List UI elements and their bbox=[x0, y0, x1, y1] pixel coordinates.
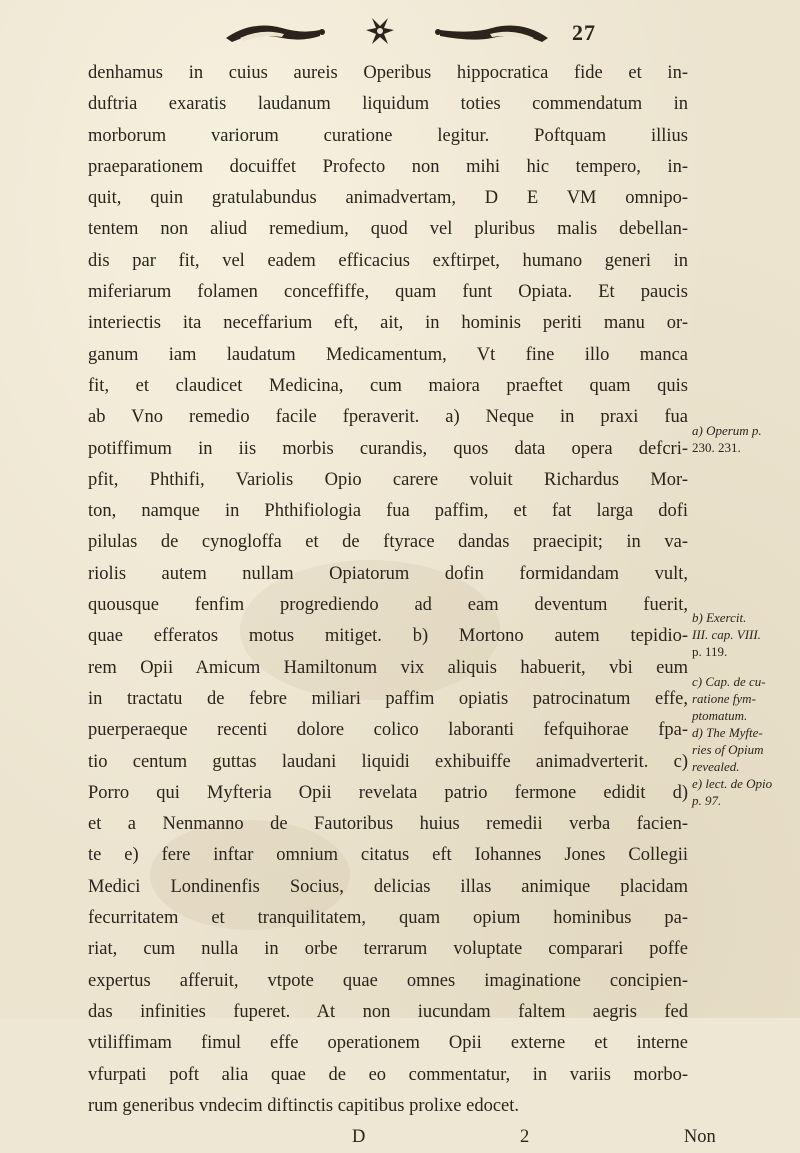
text-line: pilulas de cynogloffa et de ftyrace dandas praecipit; in va- bbox=[88, 532, 688, 553]
text-line: dis par fit, vel eadem efficacius exftirpet, humano generi in bbox=[88, 250, 688, 271]
text-line: quousque fenfim progrediendo ad eam deventum fuerit, bbox=[88, 595, 688, 616]
text-line: das infinities fuperet. At non iucundam faltem aegris fed bbox=[88, 1001, 688, 1022]
text-line: riat, cum nulla in orbe terrarum voluptate comparari poffe bbox=[88, 939, 688, 960]
text-line: te e) fere inftar omnium citatus eft Iohannes Jones Collegii bbox=[88, 845, 688, 866]
margin-note: d) The Myfte- bbox=[692, 725, 763, 740]
text-line: rem Opii Amicum Hamiltonum vix aliquis habuerit, vbi eum bbox=[88, 657, 688, 678]
margin-note: e) lect. de Opio bbox=[692, 776, 773, 791]
margin-note: 230. 231. bbox=[692, 440, 741, 455]
text-line: vfurpati poft alia quae de eo commentatur, in variis morbo- bbox=[88, 1064, 688, 1085]
text-line: duftria exaratis laudanum liquidum toties commendatum in bbox=[88, 94, 688, 115]
text-line: ton, namque in Phthifiologia fua paffim, et fat larga dofi bbox=[88, 501, 688, 522]
text-line: vtiliffimam fimul effe operationem Opii externe et interne bbox=[88, 1033, 688, 1054]
text-line: denhamus in cuius aureis Operibus hippocratica fide et in- bbox=[88, 63, 688, 83]
text-line: quit, quin gratulabundus animadvertam, D E VM omnipo- bbox=[88, 188, 688, 209]
text-line: et a Nenmanno de Fautoribus huius remedii verba facien- bbox=[88, 814, 688, 835]
text-line: fit, et claudicet Medicina, cum maiora praeftet quam quis bbox=[88, 375, 688, 396]
margin-note: c) Cap. de cu- bbox=[692, 674, 766, 689]
fleuron-headpiece-icon bbox=[222, 14, 552, 48]
text-line: Porro qui Myfteria Opii revelata patrio fermone edidit d) bbox=[88, 782, 688, 803]
text-line: potiffimum in iis morbis curandis, quos data opera defcri- bbox=[88, 438, 688, 459]
margin-note: III. cap. VIII. bbox=[692, 627, 761, 642]
text-line: ganum iam laudatum Medicamentum, Vt fine illo manca bbox=[88, 344, 688, 365]
catchword-line: D 2 Non bbox=[352, 1127, 716, 1148]
page-number: 27 bbox=[572, 20, 596, 45]
text-line: expertus afferuit, vtpote quae omnes imaginatione concipien- bbox=[88, 970, 688, 991]
text-line: rum generibus vndecim diftinctis capitibus prolixe edocet. bbox=[88, 1095, 520, 1116]
text-line: morborum variorum curatione legitur. Poftquam illius bbox=[88, 125, 688, 146]
text-line: tentem non aliud remedium, quod vel pluribus malis debellan- bbox=[88, 219, 688, 240]
margin-note: a) Operum p. bbox=[692, 423, 762, 438]
text-line: in tractatu de febre miliari paffim opiatis patrocinatum effe, bbox=[88, 688, 688, 709]
text-line: miferiarum folamen conceffiffe, quam funt Opiata. Et paucis bbox=[88, 282, 688, 303]
margin-note: p. 97. bbox=[692, 793, 722, 808]
text-line: quae efferatos motus mitiget. b) Mortono autem tepidio- bbox=[88, 626, 688, 647]
text-line: praeparationem docuiffet Profecto non mihi hic tempero, in- bbox=[88, 156, 688, 177]
margin-note: b) Exercit. bbox=[692, 610, 747, 625]
margin-note: ratione fym- bbox=[692, 691, 756, 706]
margin-note: p. 119. bbox=[692, 644, 728, 659]
text-line: fecurritatem et tranquilitatem, quam opium hominibus pa- bbox=[88, 908, 688, 929]
text-line: puerperaeque recenti dolore colico laboranti fefquihorae fpa- bbox=[88, 720, 688, 741]
text-line: Medici Londinenfis Socius, delicias illas animique placidam bbox=[88, 876, 688, 897]
text-line: interiectis ita neceffarium eft, ait, in hominis periti manu or- bbox=[88, 313, 688, 334]
margin-note: revealed. bbox=[692, 759, 740, 774]
text-line: riolis autem nullam Opiatorum dofin formidandam vult, bbox=[88, 563, 688, 584]
text-line: ab Vno remedio facile fperaverit. a) Neque in praxi fua bbox=[88, 407, 688, 428]
text-line: tio centum guttas laudani liquidi exhibuiffe animadverterit. c) bbox=[88, 751, 688, 772]
margin-note: ries of Opium bbox=[692, 742, 764, 757]
margin-note: ptomatum. bbox=[692, 708, 748, 723]
text-line: pfit, Phthifi, Variolis Opio carere voluit Richardus Mor- bbox=[88, 469, 688, 490]
